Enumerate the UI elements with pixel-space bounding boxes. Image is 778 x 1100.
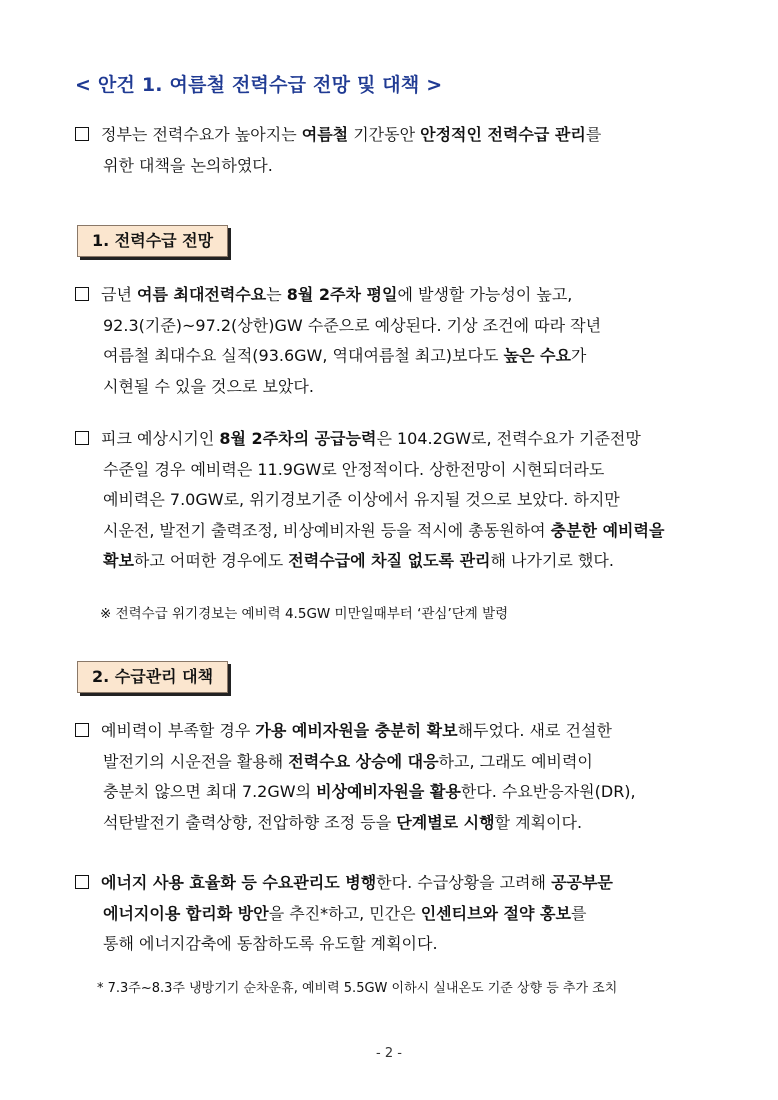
body-text: 예비력이 부족할 경우 [101,721,256,740]
checkbox-bullet-icon [75,287,89,301]
alert-note: ※ 전력수급 위기경보는 예비력 4.5GW 미만일때부터 ‘관심’단계 발령 [100,606,509,622]
forecast-p2-line-4 [75,516,715,547]
body-text: 한다. 수요반응자원(DR), [460,782,636,801]
forecast-p1-line-3 [75,341,715,372]
body-text: 에 발생할 가능성이 높고, [397,285,573,304]
forecast-paragraph-2 [75,424,715,577]
forecast-p2-line-2: 수준일 경우 예비력은 11.9GW로 안정적이다. 상한전망이 시현되더라도 [103,459,605,479]
forecast-p2-line-5 [75,546,715,577]
body-text: 시운전, 발전기 출력조정, 비상예비자원 등을 적시에 총동원하여 [103,520,551,540]
body-text: 한다. 수급상황을 고려해 [376,873,552,892]
body-text: 발전기의 시운전을 활용해 [103,751,289,771]
checkbox-bullet-icon [75,127,89,141]
footnote: * 7.3주~8.3주 냉방기기 순차운휴, 예비력 5.5GW 이하시 실내온도 기준 상향 등 추가 조치 [97,981,618,996]
measures-p2-line-1 [75,868,715,899]
emphasis-text: 단계별로 시행 [396,812,495,832]
section-heading-2: 2. 수급관리 대책 [77,661,228,693]
emphasis-text: 인센티브와 절약 홍보 [420,903,571,923]
body-text: 피크 예상시기인 [101,429,220,448]
body-text: 를 [570,903,587,923]
forecast-p1-line-2: 92.3(기준)~97.2(상한)GW 수준으로 예상된다. 기상 조건에 따라 작년 [103,315,602,335]
emphasis-text: 에너지이용 합리화 방안 [103,903,269,923]
measures-paragraph-2 [75,868,715,960]
emphasis-text: 충분한 예비력을 [550,520,665,540]
emphasis-text: 공공부문 [551,873,613,892]
body-text: 해두었다. 새로 건설한 [457,721,612,740]
section-heading-1: 1. 전력수급 전망 [77,225,228,257]
body-text: 가 [570,346,587,365]
emphasis-text: 전력수요 상승에 대응 [288,751,439,771]
intro-line-2: 위한 대책을 논의하였다. [103,155,273,175]
checkbox-bullet-icon [75,723,89,737]
body-text: 은 104.2GW로, 전력수요가 기준전망 [376,429,641,448]
emphasis-text: 전력수급에 차질 없도록 관리 [288,551,491,570]
emphasis-text: 가용 예비자원을 충분히 확보 [255,721,458,740]
body-text: 기간동안 [348,125,421,144]
measures-p1-line-2 [75,747,715,778]
measures-p1-line-1 [75,716,715,747]
emphasis-text: 안정적인 전력수급 관리 [420,125,586,144]
measures-p2-line-2 [75,899,715,930]
emphasis-text: 에너지 사용 효율화 등 수요관리도 병행 [101,873,377,892]
body-text: 정부는 전력수요가 높아지는 [101,125,302,144]
agenda-title: < 안건 1. 여름철 전력수급 전망 및 대책 > [75,74,443,96]
body-text: 여름철 최대수요 실적(93.6GW, 역대여름철 최고)보다도 [103,346,504,365]
forecast-p2-line-3: 예비력은 7.0GW로, 위기경보기준 이상에서 유지될 것으로 보았다. 하지만 [103,490,620,509]
emphasis-text: 높은 수요 [503,346,571,365]
page-number: - 2 - [376,1046,402,1061]
body-text: 하고 어떠한 경우에도 [133,551,289,570]
checkbox-bullet-icon [75,875,89,889]
intro-paragraph [75,120,715,181]
emphasis-text: 여름 최대전력수요 [137,285,267,304]
forecast-paragraph-1 [75,280,715,402]
body-text: 충분치 않으면 최대 7.2GW의 [103,782,317,801]
emphasis-text: 8월 2주차의 공급능력 [219,429,377,448]
emphasis-text: 여름철 [301,125,349,144]
emphasis-text: 8월 2주차 평일 [286,285,398,304]
forecast-p1-line-1 [75,280,715,311]
body-text: 을 추진*하고, 민간은 [268,903,421,923]
measures-paragraph-1 [75,716,715,838]
forecast-p2-line-1 [75,424,715,455]
body-text: 금년 [101,285,137,304]
emphasis-text: 확보 [103,551,134,570]
body-text: 석탄발전기 출력상향, 전압하향 조정 등을 [103,812,397,832]
measures-p1-line-4 [75,808,715,839]
measures-p2-line-3: 통해 에너지감축에 동참하도록 유도할 계획이다. [103,934,438,953]
body-text: 하고, 그래도 예비력이 [438,751,593,771]
measures-p1-line-3 [75,777,715,808]
emphasis-text: 비상예비자원을 활용 [316,782,461,801]
intro-line-1 [75,120,715,151]
body-text: 를 [585,125,602,144]
forecast-p1-line-4: 시현될 수 있을 것으로 보았다. [103,376,314,396]
body-text: 할 계획이다. [494,812,583,832]
body-text: 해 나가기로 했다. [490,551,614,570]
body-text: 는 [266,285,287,304]
checkbox-bullet-icon [75,431,89,445]
